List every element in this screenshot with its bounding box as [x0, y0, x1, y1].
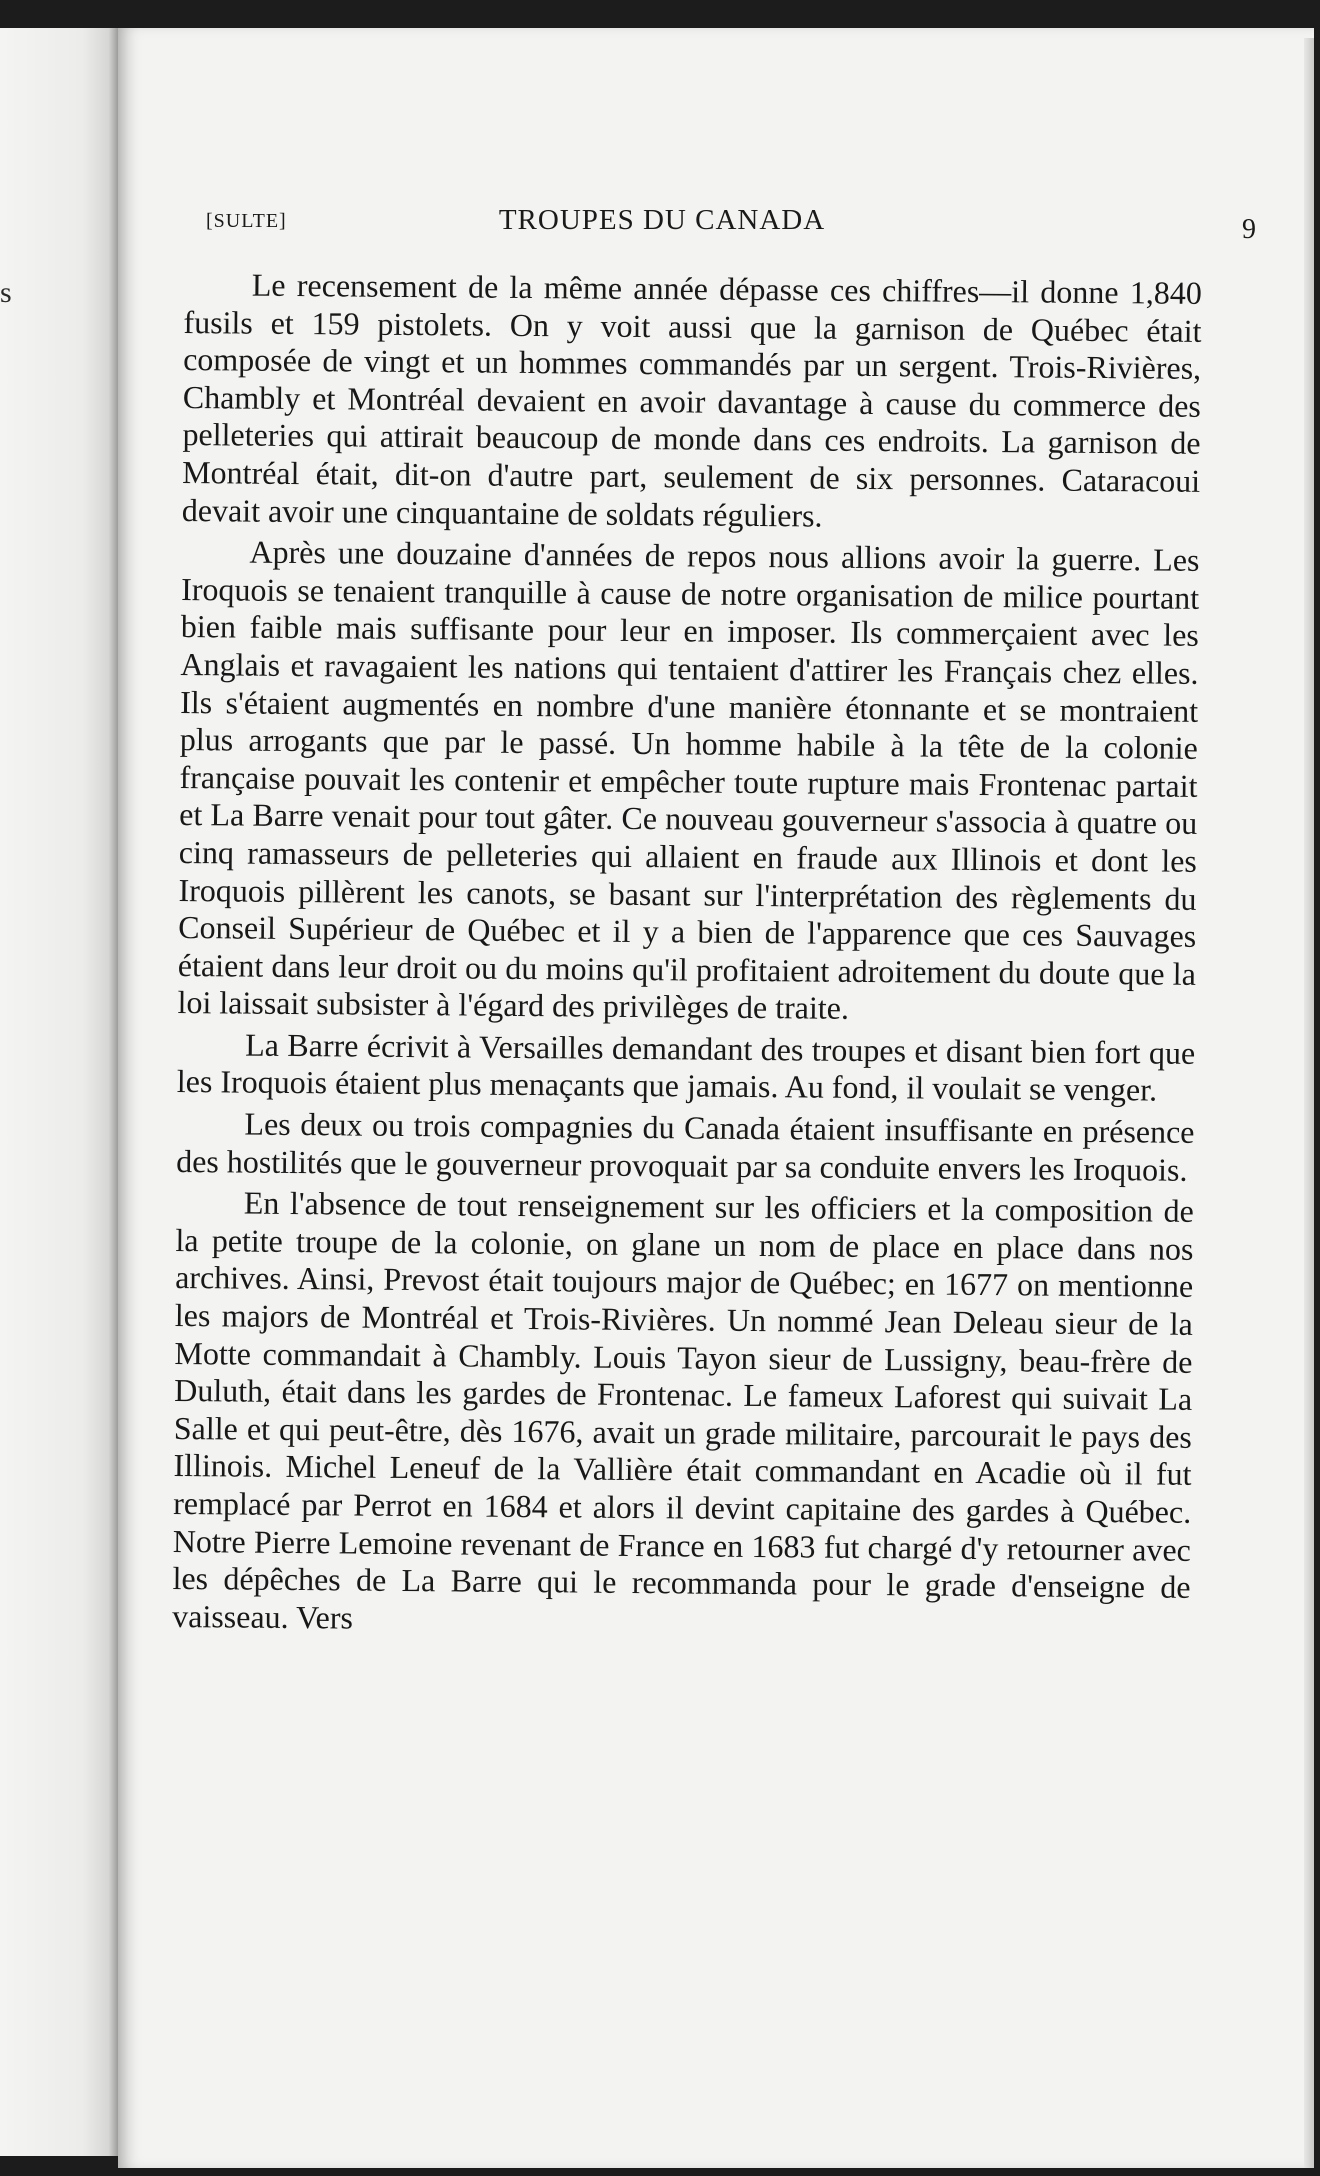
running-header — [206, 184, 1256, 244]
running-header-title: TROUPES DU CANADA — [498, 204, 826, 236]
book-page — [118, 28, 1314, 2168]
page-number: 9 — [1242, 214, 1256, 245]
adjacent-page-glyph: s — [0, 276, 12, 309]
running-header-tag: [SULTE] — [206, 210, 287, 232]
paragraph: La Barre écrivit à Versailles demandant des troupes et disant bien fort que les Iroquois étaient plus menaçants que jamais. Au fond, il voulait se venger. — [176, 1026, 1196, 1108]
page-right-edge — [1304, 38, 1314, 2168]
paragraph: En l'absence de tout renseignement sur les officiers et la composition de la petite troupe de la colonie, on glane un nom de place en place dans nos archives. Ainsi, Prevost était toujours major de Québec; en 1677 on mentionne les majors de Montréal et Trois-Rivières. Un nommé Jean Deleau sieur de la Motte commandait à Chambly. Louis Tayon sieur de Lussigny, beau-frère de Duluth, était dans les gardes de Frontenac. Le fameux Laforest qui suivait La Salle et qui peut-être, dès 1676, avait un grade militaire, parcourait le pays des Illinois. Michel Leneuf de la Vallière était commandant en Acadie où il fut remplacé par Perrot en 1684 et alors il devint capitaine des gardes à Québec. Notre Pierre Lemoine revenant de France en 1683 fut chargé d'y retourner avec les dépêches de La Barre qui le recommanda pour le grade d'enseigne de vaisseau. Vers — [172, 1184, 1194, 1636]
paragraph: Les deux ou trois compagnies du Canada étaient insuffisante en présence des hostilités que le gouverneur provoquait par sa conduite envers les Iroquois. — [176, 1105, 1195, 1188]
adjacent-page-edge — [0, 28, 118, 2156]
paragraph: Après une douzaine d'années de repos nous allions avoir la guerre. Les Iroquois se tenaient tranquille à cause de notre organisation de milice pourtant bien faible mais suffisante pour leur en imposer. Ils commerçaient avec les Anglais et ravagaient les nations qui tentaient d'attirer les Français chez elles. Ils s'étaient augmentés en nombre d'une manière étonnante et se montraient plus arrogants que par le passé. Un homme habile à la tête de la colonie française pouvait les contenir et empêcher toute rupture mais Frontenac partait et La Barre venait pour tout gâter. Ce nouveau gouverneur s'associa à quatre ou cinq ramasseurs de pelleteries qui allaient en fraude aux Illinois et dont les Iroquois pillèrent les canots, se basant sur l'interprétation des règlements du Conseil Supérieur de Québec et il y a bien de l'apparence que ces Sauvages étaient dans leur droit ou du moins qu'il profitaient adroitement du doute que la loi laissait subsister à l'égard des privilèges de traite. — [177, 533, 1200, 1027]
body-text — [172, 266, 1202, 1644]
paragraph: Le recensement de la même année dépasse ces chiffres—il donne 1,840 fusils et 159 pistolets. On y voit aussi que la garnison de Québec était composée de vingt et un hommes commandés par un sergent. Trois-Rivières, Chambly et Montréal devaient en avoir davantage à cause du commerce des pelleteries qui attirait beaucoup de monde dans ces endroits. La garnison de Montréal était, dit-on d'autre part, seulement de six personnes. Cataracoui devait avoir une cinquantaine de soldats réguliers. — [181, 266, 1202, 534]
